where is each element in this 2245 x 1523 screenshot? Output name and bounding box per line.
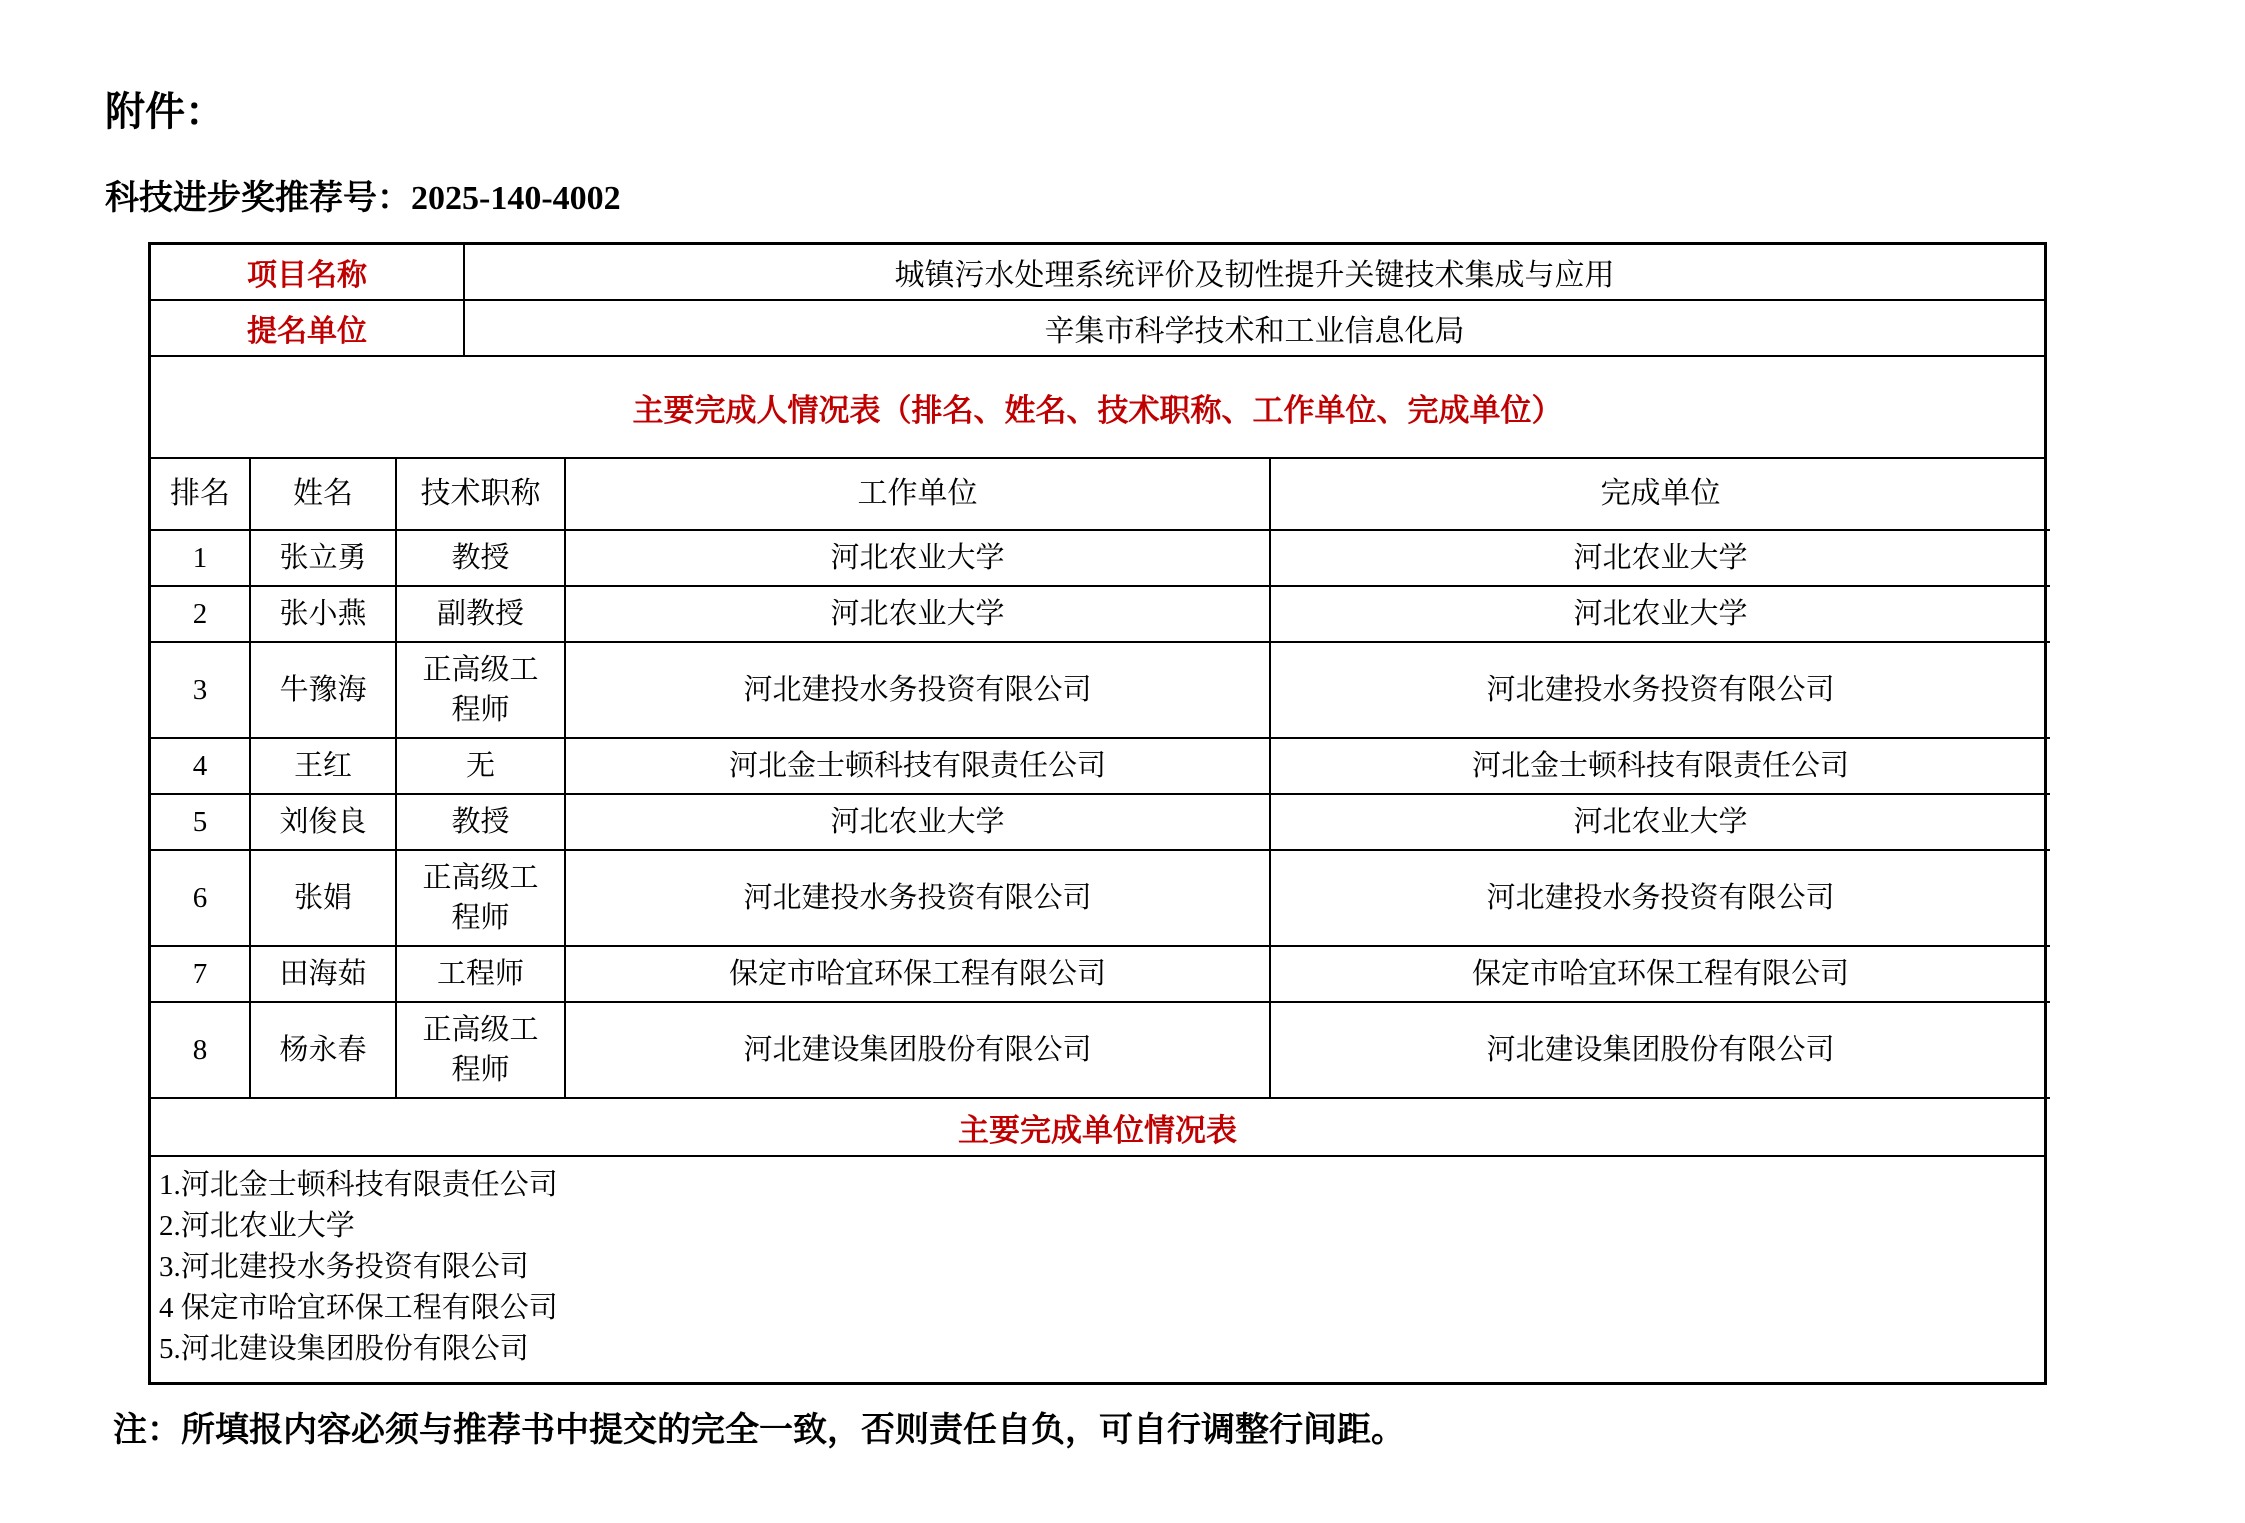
table-row — [151, 738, 2050, 794]
units-section-title: 主要完成单位情况表 — [151, 1099, 2044, 1157]
attachment-heading: 附件： — [105, 90, 225, 134]
cell-name: 杨永春 — [250, 1002, 396, 1098]
header-work-unit: 工作单位 — [565, 459, 1270, 530]
cell-work-unit: 河北建设集团股份有限公司 — [565, 1002, 1270, 1098]
cell-rank: 2 — [151, 586, 250, 642]
cell-completion-unit: 保定市哈宜环保工程有限公司 — [1270, 946, 2050, 1002]
table-row — [151, 794, 2050, 850]
cell-work-unit: 保定市哈宜环保工程有限公司 — [565, 946, 1270, 1002]
cell-rank: 7 — [151, 946, 250, 1002]
list-item: 1.河北金士顿科技有限责任公司 — [159, 1169, 558, 1201]
cell-rank: 8 — [151, 1002, 250, 1098]
header-rank: 排名 — [151, 459, 250, 530]
table-row — [151, 530, 2050, 586]
table-row — [151, 1002, 2050, 1098]
cell-name: 牛豫海 — [250, 642, 396, 738]
cell-title: 正高级工程师 — [396, 1002, 565, 1098]
list-item: 5.河北建设集团股份有限公司 — [159, 1333, 529, 1365]
nominating-unit-row — [151, 301, 2044, 357]
cell-rank: 3 — [151, 642, 250, 738]
list-item: 2.河北农业大学 — [159, 1210, 355, 1242]
cell-rank: 5 — [151, 794, 250, 850]
nominating-unit-label: 提名单位 — [151, 301, 465, 355]
cell-work-unit: 河北农业大学 — [565, 794, 1270, 850]
cell-work-unit: 河北金士顿科技有限责任公司 — [565, 738, 1270, 794]
list-item: 3.河北建投水务投资有限公司 — [159, 1251, 529, 1283]
header-name: 姓名 — [250, 459, 396, 530]
table-row — [151, 946, 2050, 1002]
cell-rank: 1 — [151, 530, 250, 586]
cell-title: 无 — [396, 738, 565, 794]
cell-work-unit: 河北建投水务投资有限公司 — [565, 642, 1270, 738]
table-row — [151, 850, 2050, 946]
recommendation-number-line — [105, 178, 2105, 220]
recommendation-label: 科技进步奖推荐号： — [105, 180, 411, 217]
award-info-table — [148, 242, 2047, 1385]
completion-units-list — [151, 1157, 2044, 1382]
cell-completion-unit: 河北农业大学 — [1270, 794, 2050, 850]
cell-work-unit: 河北农业大学 — [565, 586, 1270, 642]
cell-work-unit: 河北农业大学 — [565, 530, 1270, 586]
cell-completion-unit: 河北建投水务投资有限公司 — [1270, 850, 2050, 946]
cell-completion-unit: 河北建投水务投资有限公司 — [1270, 642, 2050, 738]
cell-completion-unit: 河北建设集团股份有限公司 — [1270, 1002, 2050, 1098]
cell-title: 正高级工程师 — [396, 850, 565, 946]
cell-title: 教授 — [396, 794, 565, 850]
cell-name: 王红 — [250, 738, 396, 794]
cell-name: 张立勇 — [250, 530, 396, 586]
table-row — [151, 642, 2050, 738]
list-item: 4 保定市哈宜环保工程有限公司 — [159, 1292, 558, 1324]
header-title: 技术职称 — [396, 459, 565, 530]
cell-name: 张小燕 — [250, 586, 396, 642]
completers-header-row — [151, 459, 2050, 530]
cell-completion-unit: 河北农业大学 — [1270, 530, 2050, 586]
cell-name: 张娟 — [250, 850, 396, 946]
cell-name: 刘俊良 — [250, 794, 396, 850]
footer-note: 注：所填报内容必须与推荐书中提交的完全一致，否则责任自负，可自行调整行间距。 — [113, 1412, 1405, 1449]
cell-title: 工程师 — [396, 946, 565, 1002]
cell-title: 正高级工程师 — [396, 642, 565, 738]
cell-name: 田海茹 — [250, 946, 396, 1002]
cell-rank: 4 — [151, 738, 250, 794]
cell-completion-unit: 河北农业大学 — [1270, 586, 2050, 642]
completers-section-title: 主要完成人情况表（排名、姓名、技术职称、工作单位、完成单位） — [151, 357, 2044, 459]
cell-completion-unit: 河北金士顿科技有限责任公司 — [1270, 738, 2050, 794]
cell-work-unit: 河北建投水务投资有限公司 — [565, 850, 1270, 946]
table-row — [151, 586, 2050, 642]
project-name-row — [151, 245, 2044, 301]
cell-rank: 6 — [151, 850, 250, 946]
cell-title: 副教授 — [396, 586, 565, 642]
project-name-label: 项目名称 — [151, 245, 465, 299]
header-completion-unit: 完成单位 — [1270, 459, 2050, 530]
cell-title: 教授 — [396, 530, 565, 586]
nominating-unit-value: 辛集市科学技术和工业信息化局 — [1044, 315, 1465, 348]
project-name-value: 城镇污水处理系统评价及韧性提升关键技术集成与应用 — [894, 259, 1615, 292]
recommendation-number: 2025-140-4002 — [411, 180, 621, 217]
completers-table — [151, 459, 2050, 1099]
